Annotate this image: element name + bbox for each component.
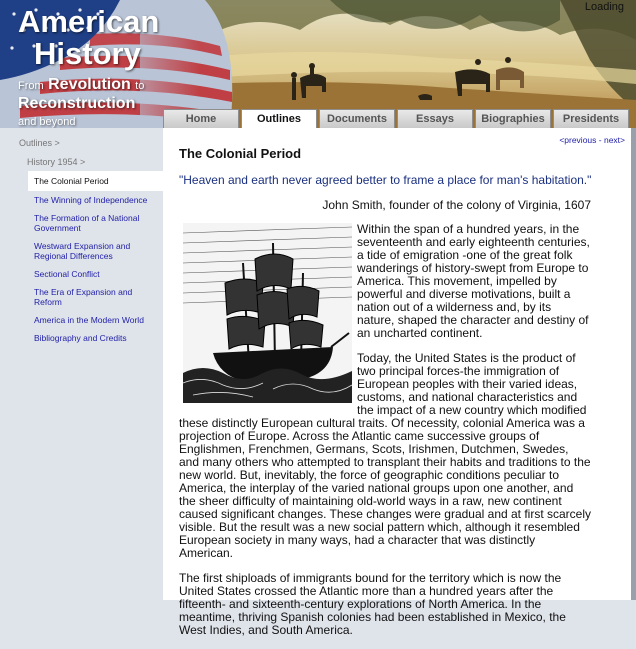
subtitle-to: to — [135, 80, 145, 92]
sidebar-item-formation-of-national-government[interactable]: The Formation of a National Government — [34, 213, 140, 233]
pager-separator: - — [596, 135, 604, 145]
sidebar-item-sectional-conflict[interactable]: Sectional Conflict — [34, 269, 100, 279]
sidebar-item-westward-expansion[interactable]: Westward Expansion and Regional Differences — [34, 241, 131, 261]
epigraph-quote: "Heaven and earth never agreed better to frame a place for man's habitation." — [179, 173, 592, 187]
sidebar-item-era-of-expansion-and-reform[interactable]: The Era of Expansion and Reform — [34, 287, 133, 307]
sidebar-item-america-in-modern-world[interactable]: America in the Modern World — [34, 315, 144, 325]
quote-attribution: John Smith, founder of the colony of Virginia, 1607 — [322, 198, 591, 212]
sidebar — [0, 128, 163, 600]
previous-link[interactable]: <previous — [559, 135, 597, 145]
article-body — [179, 223, 591, 649]
tab-essays[interactable]: Essays — [397, 109, 473, 128]
pager — [559, 135, 625, 145]
subtitle-revolution: Revolution — [48, 76, 131, 93]
paragraph: Today, the United States is the product of two principal forces-the immigration of European peoples with their varied ideas, customs, and national characteristics and the impact of a new country which modified these distinctly European cultural traits. Of necessity, colonial America was a projection of Europe. Across the Atlantic came successive groups of Englishmen, Frenchmen, Germans, Scots, Irishmen, Dutchmen, Swedes, and many others who attempted to transplant their habits and traditions to the new world. But, inevitably, the force of geographic conditions peculiar to America, the interplay of the varied national groups upon one another, and the sheer difficulty of maintaining old-world ways in a raw, new continent caused significant changes. These changes were gradual and at first scarcely visible. But the result was a new social pattern which, although it resembled European society in many ways, had a character that was distinctly American. — [179, 351, 592, 560]
logo-title-line2: History — [34, 36, 141, 71]
main-tabs — [163, 109, 631, 129]
subtitle-beyond: and beyond — [18, 116, 76, 128]
tab-biographies[interactable]: Biographies — [475, 109, 551, 128]
tab-documents[interactable]: Documents — [319, 109, 395, 128]
paragraph: The first shiploads of immigrants bound for the territory which is now the United States crossed the Atlantic more than a hundred years after the fifteenth- and sixteenth-century explorations of North America. In the meantime, thriving Spanish colonies had been established in Mexico, the West Indies, and South America. — [179, 571, 566, 637]
page-title: The Colonial Period — [179, 146, 302, 161]
tab-home[interactable]: Home — [163, 109, 239, 128]
subtitle-from: From — [18, 80, 44, 92]
sailing-ship-engraving — [183, 223, 352, 403]
breadcrumb-history-1954[interactable]: History 1954 > — [27, 157, 86, 167]
tab-presidents[interactable]: Presidents — [553, 109, 629, 128]
sidebar-item-bibliography-and-credits[interactable]: Bibliography and Credits — [34, 333, 127, 343]
window-right-edge — [631, 128, 636, 600]
subtitle-reconstruction: Reconstruction — [18, 95, 136, 112]
breadcrumb-outlines[interactable]: Outlines > — [19, 138, 60, 148]
sidebar-nav — [28, 171, 163, 347]
next-link[interactable]: next> — [603, 135, 625, 145]
paragraph: Within the span of a hundred years, in the seventeenth and early eighteenth centuries, a tide of emigration -one of the great folk wanderings of history-swept from Europe to America. This movement, impelled by powerful and diverse motivations, built a nation out of a wilderness and, by its nature, shaped the character and destiny of an uncharted continent. — [357, 222, 590, 340]
main-content — [163, 128, 631, 637]
sidebar-item-colonial-period[interactable]: The Colonial Period — [28, 171, 163, 191]
site-logo-subtitle — [18, 76, 144, 131]
tab-outlines[interactable]: Outlines — [241, 109, 317, 129]
logo-title-line1: American — [18, 4, 160, 39]
loading-indicator: Loading — [584, 1, 624, 13]
site-logo-title[interactable] — [18, 6, 168, 70]
sidebar-item-winning-of-independence[interactable]: The Winning of Independence — [34, 195, 148, 205]
